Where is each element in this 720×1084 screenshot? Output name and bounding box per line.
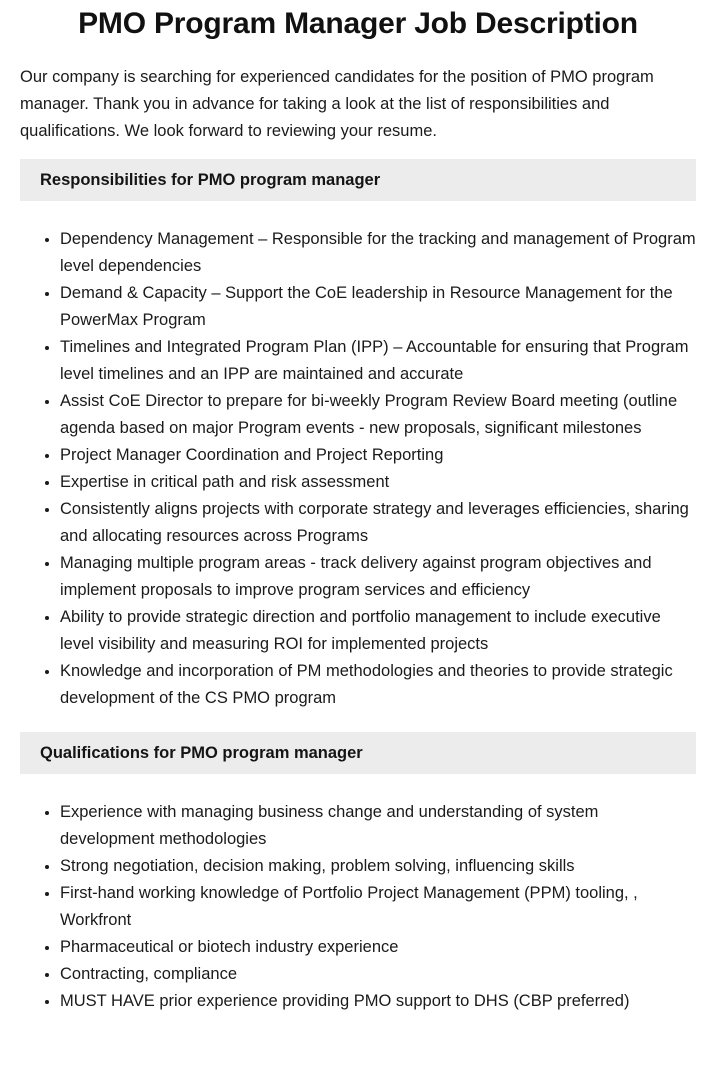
- list-item: • Expertise in critical path and risk assessment: [60, 469, 696, 496]
- list-item: • Pharmaceutical or biotech industry experience: [60, 934, 696, 961]
- list-item: • Managing multiple program areas - track delivery against program objectives and implement proposals to improve program services and efficiency: [60, 550, 696, 604]
- list-item: • Contracting, compliance: [60, 961, 696, 988]
- list-item: • Knowledge and incorporation of PM methodologies and theories to provide strategic development of the CS PMO program: [60, 658, 696, 712]
- list-item: • Project Manager Coordination and Project Reporting: [60, 442, 696, 469]
- list-item: • MUST HAVE prior experience providing PMO support to DHS (CBP preferred): [60, 988, 696, 1015]
- bullet-list: [20, 226, 696, 712]
- section-heading: Responsibilities for PMO program manager: [20, 159, 696, 201]
- list-item: • Timelines and Integrated Program Plan (IPP) – Accountable for ensuring that Program level timelines and an IPP are maintained and accurate: [60, 334, 696, 388]
- list-item: • Strong negotiation, decision making, problem solving, influencing skills: [60, 853, 696, 880]
- sections-container: [20, 159, 696, 1015]
- page-title: PMO Program Manager Job Description: [78, 7, 638, 40]
- list-item: • First-hand working knowledge of Portfolio Project Management (PPM) tooling, , Workfront: [60, 880, 696, 934]
- intro-paragraph: Our company is searching for experienced candidates for the position of PMO program manager. Thank you in advance for taking a look at the list of responsibilities and qualifications. We look forward to reviewing your resume.: [20, 68, 654, 140]
- job-section: [20, 732, 696, 1015]
- list-item: • Consistently aligns projects with corporate strategy and leverages efficiencies, sharing and allocating resources across Programs: [60, 496, 696, 550]
- list-item: • Demand & Capacity – Support the CoE leadership in Resource Management for the PowerMax Program: [60, 280, 696, 334]
- list-item: • Dependency Management – Responsible for the tracking and management of Program level dependencies: [60, 226, 696, 280]
- section-heading: Qualifications for PMO program manager: [20, 732, 696, 774]
- list-item: • Ability to provide strategic direction and portfolio management to include executive level visibility and measuring ROI for implemented projects: [60, 604, 696, 658]
- bullet-list: [20, 799, 696, 1015]
- job-section: [20, 159, 696, 712]
- list-item: • Assist CoE Director to prepare for bi-weekly Program Review Board meeting (outline agenda based on major Program events - new proposals, significant milestones: [60, 388, 696, 442]
- list-item: • Experience with managing business change and understanding of system development methodologies: [60, 799, 696, 853]
